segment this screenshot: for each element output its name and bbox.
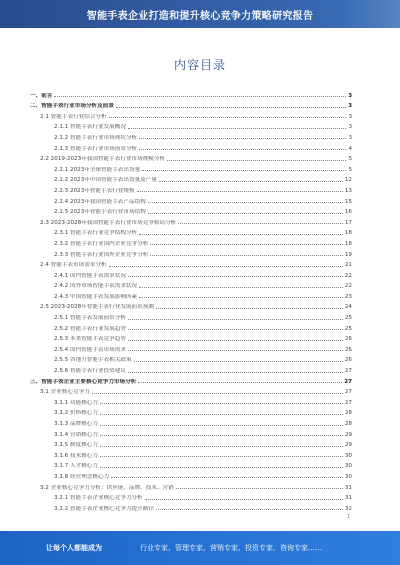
- footer-roles: 行业专家、管理专家、营销专家、投资专家、咨询专家……: [140, 544, 322, 552]
- toc-leader-dots: [139, 287, 343, 288]
- toc-entry[interactable]: [30, 321, 352, 332]
- toc-leader-dots: [100, 414, 343, 415]
- toc-entry-page: 5: [348, 166, 352, 173]
- toc-entry[interactable]: [30, 205, 352, 216]
- toc-entry-page: 27: [344, 368, 352, 375]
- toc-entry[interactable]: [30, 226, 352, 237]
- toc-entry-page: 22: [344, 283, 352, 290]
- toc-entry-page: 25: [344, 325, 352, 332]
- toc-entry-page: 5: [348, 156, 352, 163]
- toc-leader-dots: [128, 319, 343, 320]
- toc-entry-label: 2.1.3 智能手表行业市场前景分析: [54, 145, 138, 152]
- toc-leader-dots: [100, 456, 343, 457]
- toc-entry-label: 3.2.1 智能手表企业核心竞争力分析: [54, 495, 143, 502]
- toc-entry[interactable]: [30, 88, 352, 99]
- toc-entry-label: 2.1 智能手表行业综合分析: [40, 113, 107, 120]
- toc-entry-label: 3.1.4 营销核心力: [54, 431, 98, 438]
- toc-entry-label: 2.2.5 2023年智能手表行业市场结构: [54, 209, 146, 216]
- toc-leader-dots: [167, 160, 346, 161]
- toc-entry-label: 二、智能手表行业市场分析及前景: [30, 103, 114, 110]
- toc-entry-page: 22: [344, 272, 352, 279]
- toc-entry-label: 3.1.3 品牌核心力: [54, 421, 98, 427]
- toc-leader-dots: [128, 128, 346, 129]
- toc-leader-dots: [100, 425, 343, 426]
- toc-entry-label: 2.2 2019-2023年我国智能手表行业市场规模分析: [40, 156, 166, 163]
- toc-entry-label: 2.1.1 智能手表行业发展概况: [54, 124, 126, 131]
- toc-entry-label: 2.3.1 智能手表行业竞争结构分析: [54, 230, 138, 237]
- toc-entry[interactable]: [30, 130, 352, 141]
- toc-entry-label: 2.2.2 2023年中国智能手表出货量及产量: [54, 177, 157, 184]
- footer-banner: [0, 531, 400, 565]
- toc-entry-label: 一、前言: [30, 92, 53, 99]
- toc-entry[interactable]: [30, 332, 352, 343]
- toc-leader-dots: [109, 117, 347, 118]
- table-of-contents: [30, 88, 352, 512]
- toc-entry-page: 16: [344, 209, 352, 216]
- report-title-banner: [0, 0, 400, 28]
- toc-entry-label: 2.5.4 国内智能手表市场需求: [54, 346, 126, 353]
- toc-entry-label: 2.5 2023-2028年智能手表行业发展前景预测: [40, 304, 154, 311]
- toc-leader-dots: [128, 350, 343, 351]
- toc-entry-page: 27: [344, 399, 352, 406]
- toc-entry[interactable]: [30, 427, 352, 438]
- toc-entry[interactable]: [30, 459, 352, 470]
- toc-leader-dots: [156, 509, 343, 510]
- report-title: 智能手表企业打造和提升核心竞争力策略研究报告: [86, 10, 314, 22]
- toc-entry[interactable]: [30, 363, 352, 374]
- toc-entry-page: 31: [344, 495, 352, 502]
- toc-entry-label: 2.4 智能手表市场需求分析: [40, 262, 107, 269]
- toc-heading: 内容目录: [173, 58, 226, 72]
- toc-entry-page: 27: [344, 378, 352, 385]
- toc-entry-label: 3.2.2 智能手表企业核心竞争力提升路径: [54, 505, 154, 512]
- toc-entry-label: 3.1.1 功能核心力: [54, 399, 98, 406]
- toc-entry[interactable]: [30, 120, 352, 131]
- toc-entry-page: 26: [344, 357, 352, 364]
- page-number: 1: [346, 514, 350, 520]
- toc-entry[interactable]: [30, 501, 352, 512]
- toc-entry-page: 3: [348, 113, 352, 120]
- toc-entry-label: 2.5.1 智能手表发展前景分析: [54, 315, 126, 322]
- toc-entry-page: 3: [348, 103, 352, 110]
- toc-entry[interactable]: [30, 448, 352, 459]
- toc-entry-label: 3.1.6 技术核心力: [54, 452, 98, 459]
- toc-entry[interactable]: [30, 99, 352, 110]
- toc-entry[interactable]: [30, 258, 352, 269]
- toc-entry-label: 2.5.5 各地方智能手表相关政策: [54, 357, 132, 364]
- toc-entry-label: 2.3.2 智能手表行业国内企业竞争分析: [54, 240, 149, 247]
- toc-entry[interactable]: [30, 438, 352, 449]
- toc-leader-dots: [139, 234, 343, 235]
- toc-entry-page: 12: [344, 177, 352, 184]
- toc-leader-dots: [139, 138, 346, 139]
- toc-leader-dots: [159, 181, 343, 182]
- toc-entry-label: 2.4.3 中国智能手表发展影响因素: [54, 293, 138, 300]
- toc-leader-dots: [54, 96, 346, 97]
- toc-leader-dots: [100, 467, 343, 468]
- toc-entry-label: 2.2.4 2023年我国智能手表产品结构: [54, 198, 146, 205]
- toc-leader-dots: [176, 488, 343, 489]
- toc-entry-label: 3.1.5 制度核心力: [54, 442, 98, 449]
- toc-leader-dots: [100, 435, 343, 436]
- toc-entry-page: 17: [344, 219, 352, 226]
- toc-leader-dots: [128, 329, 343, 330]
- toc-entry-label: 2.4.1 国内智能手表需求状况: [54, 272, 126, 279]
- toc-leader-dots: [128, 372, 343, 373]
- toc-entry-label: 3.1.2 价格核心力: [54, 410, 98, 417]
- toc-entry-page: 26: [344, 336, 352, 343]
- toc-entry-label: 2.1.2 智能手表行业市场现状分析: [54, 134, 138, 141]
- toc-entry-label: 2.3.3 智能手表行业国外企业竞争分析: [54, 251, 149, 258]
- toc-entry-page: 24: [344, 304, 352, 311]
- toc-entry-page: 25: [344, 315, 352, 322]
- toc-entry[interactable]: [30, 406, 352, 417]
- toc-entry[interactable]: [30, 268, 352, 279]
- toc-entry-label: 2.4.2 国外市场智能手表需求状况: [54, 283, 138, 290]
- toc-entry-page: 19: [344, 251, 352, 258]
- toc-entry-page: 31: [344, 484, 352, 491]
- toc-leader-dots: [139, 297, 343, 298]
- toc-entry-page: 3: [348, 124, 352, 131]
- toc-entry[interactable]: [30, 247, 352, 258]
- toc-entry-page: 27: [344, 389, 352, 396]
- toc-entry-page: 3: [348, 134, 352, 141]
- toc-entry-page: 13: [344, 187, 352, 194]
- toc-entry-page: 18: [344, 240, 352, 247]
- toc-entry-page: 30: [344, 473, 352, 480]
- toc-entry-page: 29: [344, 442, 352, 449]
- toc-entry[interactable]: [30, 480, 352, 491]
- toc-leader-dots: [142, 170, 346, 171]
- toc-leader-dots: [139, 149, 346, 150]
- toc-entry-label: 3.1.7 人才核心力: [54, 463, 98, 470]
- toc-entry-page: 30: [344, 452, 352, 459]
- toc-leader-dots: [92, 393, 343, 394]
- toc-entry[interactable]: [30, 215, 352, 226]
- toc-leader-dots: [148, 202, 343, 203]
- toc-entry[interactable]: [30, 310, 352, 321]
- toc-entry-page: 23: [344, 293, 352, 300]
- toc-leader-dots: [137, 191, 343, 192]
- toc-entry[interactable]: [30, 236, 352, 247]
- toc-leader-dots: [156, 308, 343, 309]
- toc-leader-dots: [150, 255, 343, 256]
- toc-entry-label: 2.5.3 未来智能手表竞争趋势: [54, 336, 126, 343]
- toc-entry[interactable]: [30, 109, 352, 120]
- toc-entry-label: 3.1.8 经营理念核心力: [54, 473, 110, 480]
- toc-entry[interactable]: [30, 173, 352, 184]
- toc-entry[interactable]: [30, 162, 352, 173]
- toc-entry[interactable]: [30, 491, 352, 502]
- toc-entry-label: 2.5.2 智能手表行业发展趋势: [54, 325, 126, 332]
- toc-entry-page: 18: [344, 230, 352, 237]
- toc-entry-page: 15: [344, 198, 352, 205]
- toc-leader-dots: [128, 340, 343, 341]
- toc-entry-page: 21: [344, 262, 352, 269]
- toc-leader-dots: [148, 213, 343, 214]
- toc-entry-page: 32: [344, 505, 352, 512]
- toc-leader-dots: [178, 223, 343, 224]
- toc-entry[interactable]: [30, 385, 352, 396]
- toc-leader-dots: [134, 361, 343, 362]
- toc-entry[interactable]: [30, 183, 352, 194]
- toc-entry-page: 4: [348, 145, 352, 152]
- toc-leader-dots: [150, 244, 343, 245]
- toc-entry-label: 三、智能手表企业主要核心竞争力市场分析: [30, 378, 137, 385]
- toc-entry-page: 3: [348, 92, 352, 99]
- toc-entry[interactable]: [30, 194, 352, 205]
- toc-entry[interactable]: [30, 395, 352, 406]
- toc-leader-dots: [128, 276, 343, 277]
- toc-leader-dots: [138, 382, 342, 383]
- toc-entry[interactable]: [30, 342, 352, 353]
- toc-entry-page: 29: [344, 431, 352, 438]
- toc-leader-dots: [116, 107, 346, 108]
- toc-leader-dots: [145, 499, 343, 500]
- toc-entry-label: 2.2.1 2023年全球智能手表出货量: [54, 166, 141, 173]
- toc-entry[interactable]: [30, 416, 352, 427]
- toc-entry-label: 3.1 企业核心竞争力: [40, 389, 90, 396]
- toc-entry-label: 3.2 企业核心竞争力分析：供应链、品牌、技术、营销: [40, 484, 174, 491]
- toc-entry-page: 28: [344, 410, 352, 417]
- footer-slogan: 让每个人都能成为: [46, 544, 102, 552]
- toc-entry[interactable]: [30, 300, 352, 311]
- toc-leader-dots: [100, 403, 343, 404]
- toc-entry[interactable]: [30, 141, 352, 152]
- toc-entry-page: 26: [344, 346, 352, 353]
- toc-entry-label: 2.3 2023-2028年我国智能手表行业市场竞争格局分析: [40, 219, 177, 226]
- toc-leader-dots: [100, 446, 343, 447]
- toc-entry[interactable]: [30, 374, 352, 385]
- toc-entry-label: 2.2.3 2023年智能手表行业规模: [54, 187, 135, 194]
- toc-entry[interactable]: [30, 279, 352, 290]
- toc-entry[interactable]: [30, 152, 352, 163]
- toc-entry[interactable]: [30, 353, 352, 364]
- toc-entry[interactable]: [30, 289, 352, 300]
- toc-leader-dots: [109, 266, 343, 267]
- toc-entry-page: 30: [344, 463, 352, 470]
- toc-leader-dots: [111, 477, 343, 478]
- toc-entry-label: 2.5.6 智能手表行业投资建议: [54, 368, 126, 375]
- toc-entry-page: 28: [344, 421, 352, 427]
- toc-entry[interactable]: [30, 469, 352, 480]
